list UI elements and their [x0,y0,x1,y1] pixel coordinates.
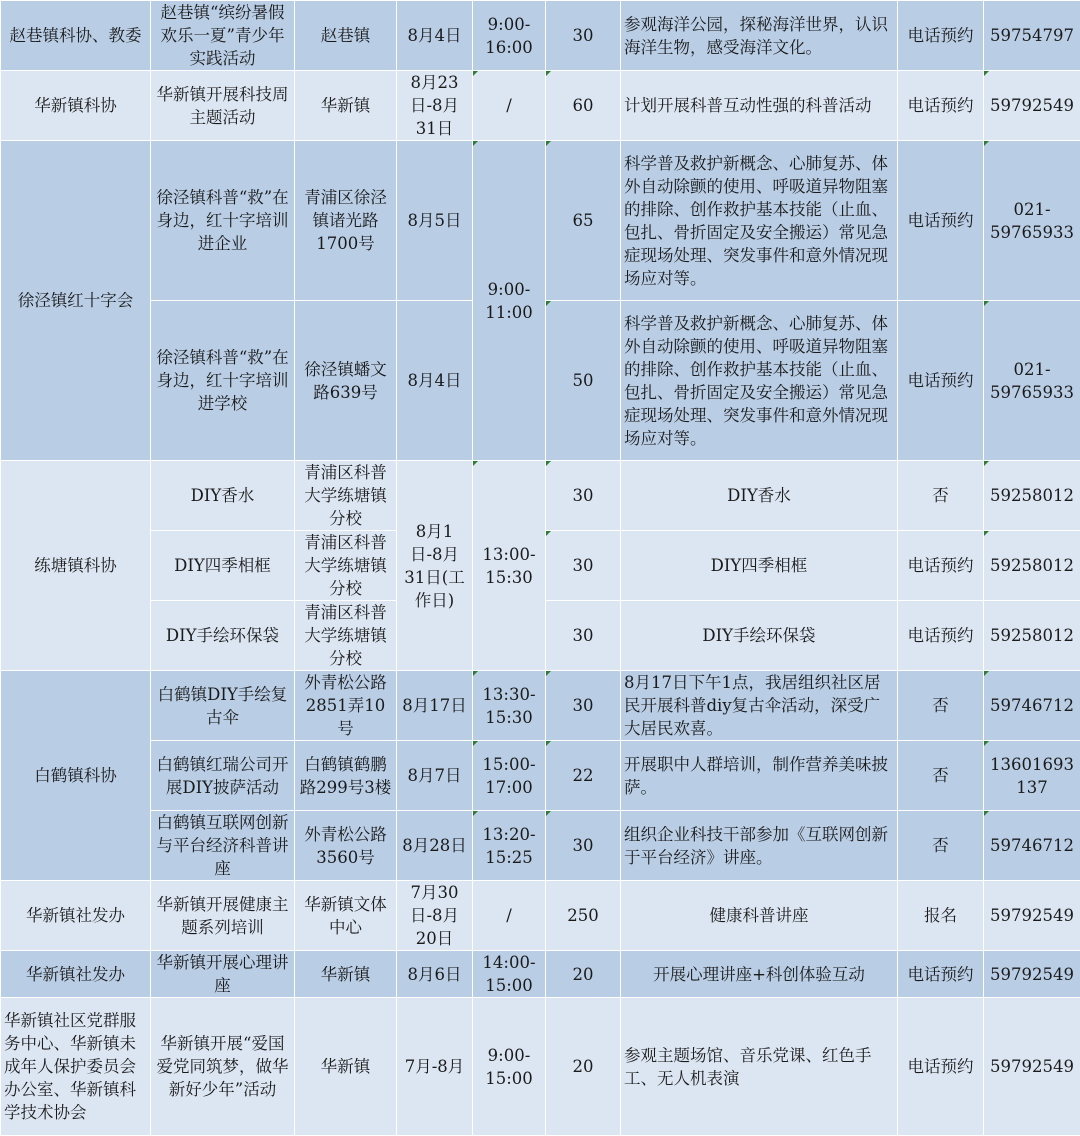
content-cell: 科学普及救护新概念、心肺复苏、体外自动除颤的使用、呼吸道异物阻塞的排除、创作救护基本技能（止血、包扎、骨折固定及安全搬运）常见急症现场处理、突发事件和意外情况现场应对等。 [621,301,898,461]
time-cell: 15:00-17:00 [473,741,546,811]
activity-name-cell: DIY四季相框 [151,531,295,601]
content-cell: 开展职中人群培训，制作营养美味披萨。 [621,741,898,811]
reserve-cell: 报名 [898,881,984,951]
table-row [1,881,1080,951]
time-cell: / [473,881,546,951]
org-cell: 华新镇社区党群服务中心、华新镇未成年人保护委员会办公室、华新镇科学技术协会 [1,998,151,1136]
org-cell: 练塘镇科协 [1,461,151,671]
place-cell: 华新镇文体中心 [295,881,397,951]
date-cell: 8月28日 [397,811,473,881]
reserve-cell: 电话预约 [898,141,984,301]
phone-cell: 13601693137 [984,741,1080,811]
reserve-cell: 否 [898,811,984,881]
phone-cell: 59754797 [984,1,1080,71]
reserve-cell: 否 [898,461,984,531]
count-cell: 250 [546,881,621,951]
reserve-cell: 电话预约 [898,71,984,141]
count-cell: 20 [546,998,621,1136]
content-cell: 健康科普讲座 [621,881,898,951]
count-cell: 30 [546,461,621,531]
activity-name-cell: DIY香水 [151,461,295,531]
date-cell: 7月30日-8月20日 [397,881,473,951]
time-cell: 13:20-15:25 [473,811,546,881]
org-cell: 华新镇社发办 [1,951,151,998]
phone-cell: 021-59765933 [984,301,1080,461]
phone-cell: 59792549 [984,951,1080,998]
activity-name-cell: 徐泾镇科普“救”在身边，红十字培训进企业 [151,141,295,301]
count-cell: 30 [546,601,621,671]
reserve-cell: 否 [898,741,984,811]
reserve-cell: 电话预约 [898,601,984,671]
activity-name-cell: 白鹤镇互联网创新与平台经济科普讲座 [151,811,295,881]
place-cell: 华新镇 [295,998,397,1136]
table-row [1,1,1080,71]
reserve-cell: 电话预约 [898,1,984,71]
phone-cell: 59258012 [984,601,1080,671]
reserve-cell: 电话预约 [898,301,984,461]
org-cell: 华新镇社发办 [1,881,151,951]
time-cell: 13:00-15:30 [473,461,546,671]
activity-name-cell: 华新镇开展心理讲座 [151,951,295,998]
activity-name-cell: 华新镇开展“爱国爱党同筑梦，做华新好少年”活动 [151,998,295,1136]
phone-cell: 021-59765933 [984,141,1080,301]
count-cell: 60 [546,71,621,141]
content-cell: DIY四季相框 [621,531,898,601]
phone-cell: 59792549 [984,71,1080,141]
count-cell: 30 [546,531,621,601]
activity-name-cell: 白鹤镇红瑞公司开展DIY披萨活动 [151,741,295,811]
activity-name-cell: 白鹤镇DIY手绘复古伞 [151,671,295,741]
time-cell: 9:00-16:00 [473,1,546,71]
activity-name-cell: 华新镇开展科技周主题活动 [151,71,295,141]
time-cell: 9:00-15:00 [473,998,546,1136]
count-cell: 30 [546,811,621,881]
date-cell: 8月4日 [397,1,473,71]
content-cell: 8月17日下午1点，我居组织社区居民开展科普diy复古伞活动，深受广大居民欢喜。 [621,671,898,741]
activity-name-cell: 华新镇开展健康主题系列培训 [151,881,295,951]
table-row [1,741,1080,811]
phone-cell: 59746712 [984,811,1080,881]
place-cell: 青浦区科普大学练塘镇分校 [295,601,397,671]
date-cell: 8月17日 [397,671,473,741]
date-cell: 8月23日-8月31日 [397,71,473,141]
count-cell: 30 [546,1,621,71]
content-cell: 组织企业科技干部参加《互联网创新于平台经济》讲座。 [621,811,898,881]
place-cell: 青浦区徐泾镇诸光路1700号 [295,141,397,301]
time-cell: 14:00-15:00 [473,951,546,998]
phone-cell: 59258012 [984,531,1080,601]
reserve-cell: 电话预约 [898,998,984,1136]
phone-cell: 59792549 [984,881,1080,951]
org-cell: 徐泾镇红十字会 [1,141,151,461]
date-cell: 8月1日-8月31日(工作日) [397,461,473,671]
table-row [1,998,1080,1136]
count-cell: 50 [546,301,621,461]
activity-name-cell: 赵巷镇“缤纷暑假欢乐一夏”青少年实践活动 [151,1,295,71]
table-row [1,141,1080,301]
reserve-cell: 否 [898,671,984,741]
count-cell: 22 [546,741,621,811]
date-cell: 7月-8月 [397,998,473,1136]
place-cell: 外青松公路2851弄10号 [295,671,397,741]
date-cell: 8月4日 [397,301,473,461]
org-cell: 赵巷镇科协、教委 [1,1,151,71]
table-row [1,461,1080,531]
place-cell: 华新镇 [295,71,397,141]
phone-cell: 59792549 [984,998,1080,1136]
phone-cell: 59258012 [984,461,1080,531]
table-row [1,71,1080,141]
count-cell: 30 [546,671,621,741]
org-cell: 白鹤镇科协 [1,671,151,881]
org-cell: 华新镇科协 [1,71,151,141]
table-row [1,671,1080,741]
content-cell: DIY香水 [621,461,898,531]
place-cell: 白鹤镇鹤鹏路299号3楼 [295,741,397,811]
content-cell: 参观主题场馆、音乐党课、红色手工、无人机表演 [621,998,898,1136]
activity-name-cell: 徐泾镇科普“救”在身边，红十字培训进学校 [151,301,295,461]
reserve-cell: 电话预约 [898,531,984,601]
place-cell: 赵巷镇 [295,1,397,71]
content-cell: 参观海洋公园，探秘海洋世界，认识海洋生物，感受海洋文化。 [621,1,898,71]
phone-cell: 59746712 [984,671,1080,741]
table-row [1,811,1080,881]
content-cell: 科学普及救护新概念、心肺复苏、体外自动除颤的使用、呼吸道异物阻塞的排除、创作救护基本技能（止血、包扎、骨折固定及安全搬运）常见急症现场处理、突发事件和意外情况现场应对等。 [621,141,898,301]
table-row [1,951,1080,998]
place-cell: 青浦区科普大学练塘镇分校 [295,531,397,601]
reserve-cell: 电话预约 [898,951,984,998]
date-cell: 8月6日 [397,951,473,998]
content-cell: 开展心理讲座+科创体验互动 [621,951,898,998]
time-cell: / [473,71,546,141]
activity-name-cell: DIY手绘环保袋 [151,601,295,671]
place-cell: 外青松公路3560号 [295,811,397,881]
time-cell: 9:00-11:00 [473,141,546,461]
time-cell: 13:30-15:30 [473,671,546,741]
count-cell: 65 [546,141,621,301]
count-cell: 20 [546,951,621,998]
date-cell: 8月7日 [397,741,473,811]
date-cell: 8月5日 [397,141,473,301]
place-cell: 徐泾镇蟠文路639号 [295,301,397,461]
place-cell: 华新镇 [295,951,397,998]
place-cell: 青浦区科普大学练塘镇分校 [295,461,397,531]
content-cell: DIY手绘环保袋 [621,601,898,671]
content-cell: 计划开展科普互动性强的科普活动 [621,71,898,141]
